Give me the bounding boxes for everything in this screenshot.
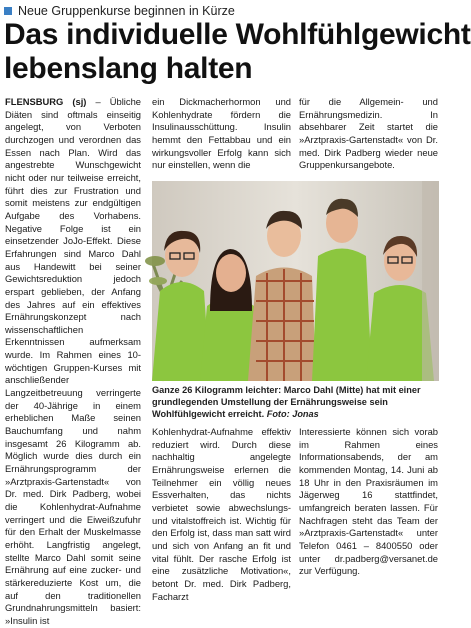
photo-caption (152, 384, 439, 421)
kicker-text: Neue Gruppenkurse beginnen in Kürze (18, 4, 235, 18)
column-2-top-text: ein Dickmacherhormon und Kohlenhydrate fördern die Insulinausschüttung. Insulin hemmt den Fettabbau und ein wirkungsvoller Erfolg kann sich nur einstellen, wenn die (152, 96, 291, 171)
headline-line-2: lebenslang halten (4, 52, 253, 85)
kicker-line (4, 3, 235, 19)
column-1-body: – Übliche Diäten sind oftmals einseitig angelegt, von Verboten durchzogen und verordnen das Essen nach Plan. Wird das angestrebte Wunschgewicht nicht oder nur teilweise erreicht, führt dies zur Frustration und somit meistens zur endgültigen Aufgabe des Vorhabens. Negative Folge ist ein einsetzender JoJo-Effekt. Diese Erfahrungen sind Marco Dahl aus Handewitt bei seiner Gewichtsreduktion jedoch erspart geblieben, der Anfang des Jahres auf ein effektives Ernährungskonzept nach wissenschaftlichen Erkenntnissen aufmerksam wurde. Im Rahmen eines 10-wöchtigen Gruppen-Kurses mit anschließender Langzeitbetreuung verringerte der 40-Jährige in einem erheblichen Maße seinen Bauchumfang und nahm insgesamt 26 Kilogramm ab. Möglich wurde dies durch ein Ernährungsprogramm der »Arztpraxis-Gartenstadt« von Dr. med. Dirk Padberg, wobei die Kohlenhydrat-Aufnahme verringert und die Eiweißzufuhr für den Erhalt der Muskelmasse erhöht. Langfristig angelegt, stellte Marco Dahl somit seine Ernährung auf eine zucker- und stärkereduzierte Kost um, die auf den traditionellen Grundnahrungsmitteln basiert: »Insulin ist (5, 96, 141, 626)
kicker-square-icon (4, 7, 12, 15)
headline (4, 18, 471, 86)
column-3-bottom-text: Interessierte können sich vorab im Rahmen eines Informationsabends, der am kommenden Montag, 14. Juni ab 18 Uhr in den Praxisräumen im Jägerweg 16 stattfindet, umfangreich beraten lassen. Für Nachfragen steht das Team der »Arztpraxis-Gartenstadt« unter Telefon 0461 – 8400550 oder unter dr.padberg@versanet.de zur Verfügung. (299, 426, 438, 577)
column-1-text (5, 96, 141, 628)
photo-credit: Foto: Jonas (266, 409, 319, 420)
article-column-2-top (152, 96, 291, 178)
article-column-2-bottom (152, 426, 291, 616)
column-3-top-text: für die Allgemein- und Ernährungsmedizin. In absehbarer Zeit startet die »Arztpraxis-Gartenstadt« von Dr. med. Dirk Padberg wieder neue Gruppenkursangebote. (299, 96, 438, 171)
dateline: FLENSBURG (sj) (5, 96, 87, 107)
caption-text: Ganze 26 Kilogramm leichter: Marco Dahl (Mitte) hat mit einer grundlegenden Umstellung der Ernährungsweise sein Wohlfühlgewicht erreicht. (152, 385, 421, 420)
group-photo-illustration (152, 181, 439, 381)
column-2-bottom-text: Kohlenhydrat-Aufnahme effektiv reduziert wird. Durch diese nachhaltig angelegte Ernährungsweise erlernen die Teilnehmer ein völlig neues Essverhalten, das nichts verbietet sowie abwechslungs- und vitalstoffreich ist. Wichtig für den Erfolg ist, dass man satt wird und sich von Anfang an fit und vital fühlt. Der rasche Erfolg ist eine zusätzliche Motivation«, betont Dr. med. Dirk Padberg, Facharzt (152, 426, 291, 602)
article-column-3-top (299, 96, 438, 178)
headline-line-1: Das individuelle Wohlfühlgewicht (4, 18, 471, 51)
group-photo (152, 181, 439, 381)
article-column-1 (5, 96, 141, 626)
article-column-3-bottom (299, 426, 438, 616)
